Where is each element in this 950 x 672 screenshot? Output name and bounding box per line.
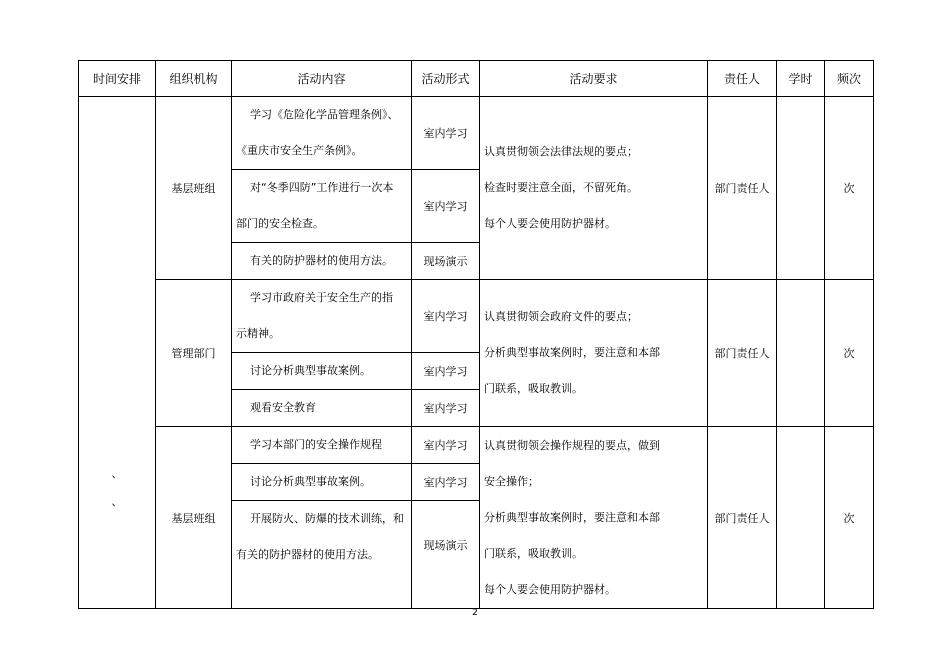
content-cell: [232, 353, 412, 390]
form-cell: 室内学习: [412, 464, 480, 501]
content-line: 对“冬季四防”工作进行一次本: [250, 181, 394, 194]
form-cell: 现场演示: [412, 243, 480, 280]
content-cell: [232, 427, 412, 464]
content-line: 部门的安全检查。: [236, 217, 324, 230]
time-cell: [79, 97, 156, 609]
requirement-line: 每个人要会使用防护器材。: [484, 217, 616, 230]
table-row: [79, 427, 874, 464]
content-cell: [232, 170, 412, 243]
form-cell: 室内学习: [412, 390, 480, 427]
header-org: 组织机构: [156, 61, 232, 97]
header-time: 时间安排: [79, 61, 156, 97]
content-cell: [232, 501, 412, 609]
hours-cell: [777, 97, 825, 280]
content-cell: [232, 390, 412, 427]
form-cell: 现场演示: [412, 501, 480, 609]
content-line: 学习本部门的安全操作规程: [250, 438, 382, 451]
time-mark: 、: [111, 494, 123, 508]
table-row: [79, 97, 874, 170]
org-cell: 管理部门: [156, 280, 232, 427]
content-line: 示精神。: [236, 327, 280, 340]
time-mark: 、: [111, 466, 123, 480]
header-content: 活动内容: [232, 61, 412, 97]
requirement-line: 认真贯彻领会操作规程的要点，做到: [484, 438, 660, 452]
requirement-line: 检查时要注意全面，不留死角。: [484, 181, 638, 194]
freq-cell: 次: [825, 427, 874, 609]
form-cell: 室内学习: [412, 353, 480, 390]
content-line: 讨论分析典型事故案例。: [250, 475, 371, 488]
header-freq: 频次: [825, 61, 874, 97]
page-number: 2: [472, 608, 478, 618]
content-line: 有关的防护器材的使用方法。: [250, 254, 393, 267]
activity-plan-table: [78, 60, 874, 609]
content-line: 观看安全教育: [250, 401, 316, 414]
requirement-line: 门联系，吸取教训。: [484, 546, 583, 560]
org-cell: 基层班组: [156, 427, 232, 609]
hours-cell: [777, 280, 825, 427]
requirement-line: 认真贯彻领会法律法规的要点；: [484, 145, 638, 158]
form-cell: 室内学习: [412, 427, 480, 464]
form-cell: 室内学习: [412, 97, 480, 170]
requirement-line: 分析典型事故案例时，要注意和本部: [484, 346, 660, 359]
header-hours: 学时: [777, 61, 825, 97]
content-line: 学习《危险化学品管理条例》、: [250, 108, 399, 121]
content-cell: [232, 243, 412, 280]
requirement-line: 每个人要会使用防护器材。: [484, 582, 616, 596]
requirements-cell: [480, 280, 708, 427]
content-cell: [232, 280, 412, 353]
hours-cell: [777, 427, 825, 609]
content-cell: [232, 97, 412, 170]
requirement-line: 安全操作；: [484, 474, 539, 488]
requirements-cell: [480, 97, 708, 280]
content-line: 开展防火、防爆的技术训练，和: [250, 512, 404, 525]
form-cell: 室内学习: [412, 170, 480, 243]
form-cell: 室内学习: [412, 280, 480, 353]
org-cell: 基层班组: [156, 97, 232, 280]
requirement-line: 分析典型事故案例时，要注意和本部: [484, 510, 660, 524]
header-row: [79, 61, 874, 97]
freq-cell: 次: [825, 97, 874, 280]
requirements-cell: [480, 427, 708, 609]
content-line: 讨论分析典型事故案例。: [250, 364, 371, 377]
content-cell: [232, 464, 412, 501]
requirement-line: 门联系，吸取教训。: [484, 382, 583, 395]
content-line: 有关的防护器材的使用方法。: [236, 548, 379, 561]
header-requirements: 活动要求: [480, 61, 708, 97]
header-owner: 责任人: [708, 61, 777, 97]
owner-cell: 部门责任人: [708, 280, 777, 427]
table-row: [79, 280, 874, 353]
header-form: 活动形式: [412, 61, 480, 97]
requirement-line: 认真贯彻领会政府文件的要点；: [484, 310, 638, 323]
content-line: 《重庆市安全生产条例》。: [236, 144, 363, 157]
owner-cell: 部门责任人: [708, 427, 777, 609]
owner-cell: 部门责任人: [708, 97, 777, 280]
freq-cell: 次: [825, 280, 874, 427]
content-line: 学习市政府关于安全生产的指: [250, 291, 393, 304]
